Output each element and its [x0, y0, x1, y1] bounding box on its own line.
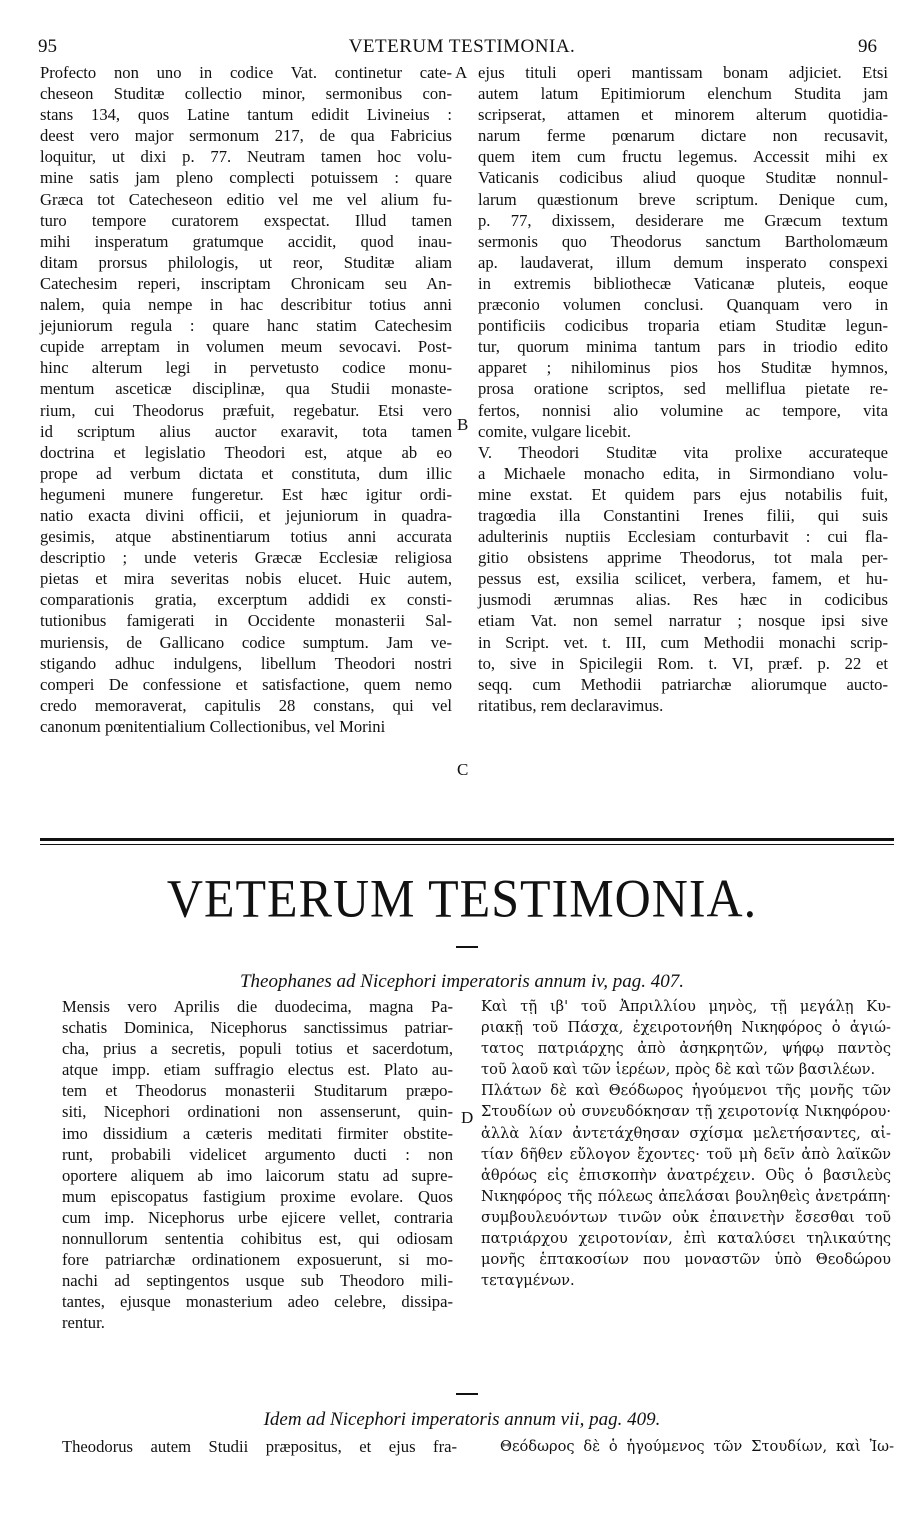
text-line: tur, quorum minima tantum pars in triodio edito — [478, 337, 888, 357]
text-line: Θεόδωρος δὲ ὁ ἡγούμενος τῶν Στουδίων, καὶ Ἰω- — [500, 1438, 894, 1455]
text-line: atque impp. etiam suffragio electus est. Plato au- — [62, 1060, 453, 1080]
section2-dash — [456, 1393, 478, 1395]
text-line: tantes, ejusque monasterium adeo celebre, dissipa- — [62, 1292, 453, 1312]
text-line: imo dissidium a cæteris meditati firmiter obstite- — [62, 1123, 453, 1143]
column-marker-b: B — [457, 415, 469, 434]
text-line: comperi De confessione et satisfactione, quem nemo — [40, 674, 452, 694]
text-line: schatis Dominica, Nicephorus sanctissimus patriar- — [62, 1018, 453, 1038]
text-line: adulterinis nuptiis Ecclesiam conturbavit : cui fla- — [478, 527, 888, 547]
text-line: turo tempore curatorem exspectat. Illud tamen — [40, 210, 452, 230]
text-line: natio exacta divini officii, et jejuniorum in quadra- — [40, 505, 452, 525]
text-line: jusmodi ærumnas alias. Res hæc in codicibus — [478, 590, 888, 610]
text-line: συμβουλευόντων τινῶν οὐκ ἐπαινετὴν ἔσεσθαι τοῦ — [481, 1208, 891, 1226]
text-line: τοῦ λαοῦ καὶ τῶν ἱερέων, πρὸς δὲ καὶ τῶν βασιλέων. — [481, 1061, 876, 1079]
text-line: μονῆς ἑπτακοσίων που μοναστῶν ὑπὸ Θεοδώρου — [481, 1251, 891, 1269]
text-line: siti, Nicephori ordinationi non assenserunt, quin- — [62, 1102, 453, 1122]
text-line: mum episcopatus fastigium proxime evolare. Quos — [62, 1186, 453, 1206]
text-line: Mensis vero Aprilis die duodecima, magna Pa- — [62, 997, 453, 1016]
text-line: jejuniorum regula : quare hanc statim Catechesim — [40, 316, 452, 336]
text-line: τεταγμένων. — [481, 1272, 575, 1290]
section1-greek-column — [481, 996, 891, 1291]
text-line: hinc alterum legi in pervetusto codice monu- — [40, 358, 452, 378]
text-line: descriptio ; unde veteris Græcæ Ecclesiæ religiosa — [40, 548, 452, 568]
text-line: præconio volumen conclusi. Quanquam vero in — [478, 295, 888, 315]
text-line: deest vero major sermonum 217, de qua Fabricius — [40, 126, 452, 146]
text-line: in Script. vet. t. III, cum Methodii monachi scrip- — [478, 632, 888, 652]
text-line: apparet ; nihilominus pios hos Studitæ hymnos, — [478, 358, 888, 378]
main-title: VETERUM TESTIMONIA. — [166, 867, 758, 929]
text-line: cheseon Studitæ collectio minor, sermonibus con- — [40, 84, 452, 104]
text-line: hegumeni munere fungeretur. Est hæc igitur ordi- — [40, 484, 452, 504]
text-line: Στουδίων οὐ συνευδόκησαν τῇ χειροτονίᾳ Νικηφόρου· — [481, 1103, 891, 1121]
section-rule-thick — [40, 838, 894, 841]
top-right-column — [478, 62, 888, 716]
text-line: Καὶ τῇ ιβ' τοῦ Ἀπριλλίου μηνὸς, τῇ μεγάλῃ Κυ- — [481, 998, 891, 1015]
text-line: scripserat, attamen et minorem alterum quotidia- — [478, 105, 888, 125]
text-line: prope ad verbum dictata et constituta, dum illic — [40, 463, 452, 483]
text-line: stans 134, quos Latine tantum edidit Livineius : — [40, 105, 452, 125]
text-line: narum ferme pœnarum dictare non recusavit, — [478, 126, 888, 146]
text-line: cha, prius a secretis, populi totius et sacerdotum, — [62, 1039, 453, 1059]
text-line: ditam prorsus philologis, ut reor, Studitæ aliam — [40, 252, 452, 272]
text-line: pontificiis codicibus troparia etiam Studitæ legun- — [478, 316, 888, 336]
text-line: Græca tot Catecheseon editio vel me vel alium fu- — [40, 189, 452, 209]
text-line: sermonis quo Theodorus sanctum Bartholomæum — [478, 231, 888, 251]
text-line: quem item cum fructu legemus. Accessit mihi ex — [478, 147, 888, 167]
text-line: tem et Theodorus monasterii Studitarum præpo- — [62, 1081, 453, 1101]
text-line: etiam Vat. non semel narratur ; nosque ipsi sive — [478, 611, 888, 631]
text-line: cupide arreptam in volumen meum sevocavi. Post- — [40, 337, 452, 357]
text-line: rentur. — [62, 1313, 105, 1333]
section-rule-thin — [40, 844, 894, 845]
text-line: pessus est, exsilia scilicet, verbera, famem, et hu- — [478, 569, 888, 589]
text-line: larum quæstionum breve scriptum. Denique cum, — [478, 189, 888, 209]
text-line: a Michaele monacho edita, in Sirmondiano volu- — [478, 463, 888, 483]
text-line: rium, cui Theodorus præfuit, regebatur. Etsi vero — [40, 400, 452, 420]
text-line: credo memoraverat, capitulis 28 constans, qui vel — [40, 695, 452, 715]
section1-heading: Theophanes ad Nicephori imperatoris annum iv, pag. 407. — [239, 971, 684, 992]
text-line: ἀθρόως εἰς ἐπισκοπὴν ἀνατρέχειν. Οὓς ὁ βασιλεὺς — [481, 1166, 891, 1184]
text-line: τίαν δῆθεν εὔλογον ἔχοντες· τοῦ μὴ δεῖν ἀπὸ λαϊκῶν — [481, 1145, 891, 1163]
text-line: prosa oratione scriptos, sed melliflua pietate re- — [478, 379, 888, 399]
text-line: ap. laudaverat, illum demum insperato conspexi — [478, 252, 888, 272]
section2-heading: Idem ad Nicephori imperatoris annum vii, pag. 409. — [263, 1409, 661, 1430]
text-line: fore patriarchæ ordinationem exposuerunt, si mo- — [62, 1250, 453, 1270]
text-line: seqq. cum Methodii patriarchæ aliorumque aucto- — [478, 674, 888, 694]
text-line: mine exstat. Et quidem pars ejus notabilis fuit, — [478, 484, 888, 504]
column-marker-c: C — [457, 760, 469, 779]
text-line: p. 77, dixissem, desiderare me Græcum textum — [478, 210, 888, 230]
text-line: in extremis bibliothecæ Vaticanæ pluteis, eoque — [478, 273, 888, 293]
text-line: muriensis, de Gallicano codice sumptum. Jam ve- — [40, 632, 452, 652]
page-number-left: 95 — [38, 36, 57, 57]
text-line: ejus tituli operi mantissam bonam adjiciet. Etsi — [478, 63, 888, 82]
text-line: tragœdia illa Constantini Irenes filii, qui suis — [478, 505, 888, 525]
text-line: id scriptum alius auctor exaravit, tota tamen — [40, 421, 452, 441]
text-line: mine satis jam pleno complecti potuissem : quare — [40, 168, 452, 188]
text-line: nachi ad septingentos usque sub Theodoro mili- — [62, 1271, 453, 1291]
text-line: ριακῇ τοῦ Πάσχα, ἐχειροτονήθη Νικηφόρος ὁ ἁγιώ- — [481, 1019, 891, 1037]
text-line: ritatibus, rem declaravimus. — [478, 695, 664, 715]
text-line: πατριάρχου χειροτονίαν, ἐπὶ καταλύσει τηλικαύτης — [481, 1230, 891, 1248]
section2-latin-line — [62, 1436, 457, 1457]
text-line: loquitur, ut dixi p. 77. Neutram tamen hoc volu- — [40, 147, 452, 167]
text-line: pietas et mira severitas nobis elucet. Huic autem, — [40, 569, 452, 589]
text-line: autem latum Epitimiorum elenchum Studita jam — [478, 84, 888, 104]
text-line: oportere aliquem ab imo laicorum statu ad supre- — [62, 1165, 453, 1185]
text-line: stigando adhuc indulgens, libellum Theodori nostri — [40, 653, 452, 673]
text-line: runt, probabili videlicet argumento ducti : non — [62, 1144, 453, 1164]
title-dash — [456, 946, 478, 948]
running-title: VETERUM TESTIMONIA. — [348, 36, 576, 57]
top-left-column — [40, 62, 452, 737]
section1-latin-column — [62, 996, 453, 1334]
text-line: Theodorus autem Studii præpositus, et ejus fra- — [62, 1437, 457, 1456]
text-line: nalem, quia nempe in hac describitur totius anni — [40, 295, 452, 315]
column-marker-d: D — [461, 1108, 474, 1127]
text-line: Vaticanis codicibus aliud quoque Studitæ nonnul- — [478, 168, 888, 188]
text-line: V. Theodori Studitæ vita prolixe accurateque — [478, 442, 888, 462]
text-line: comparationis gratia, excerptum addidi ex consti- — [40, 590, 452, 610]
text-line: nonnullorum sententia cohibitus est, qui odiosam — [62, 1229, 453, 1249]
section2-greek-line — [500, 1436, 894, 1457]
text-line: tutionibus famigerati in Occidente monasterii Sal- — [40, 611, 452, 631]
text-line: Πλάτων δὲ καὶ Θεόδωρος ἡγούμενοι τῆς μονῆς τῶν — [481, 1082, 891, 1100]
column-marker-a: A — [455, 63, 468, 82]
text-line: cum imp. Nicephorus urbe ejicere vellet, contraria — [62, 1207, 453, 1227]
text-line: ἀλλὰ λίαν ἀντετάχθησαν σχίσμα μελετήσαντες, αἰ- — [481, 1124, 891, 1142]
text-line: Catechesim reperi, inscriptam Chronicam seu An- — [40, 273, 452, 293]
text-line: doctrina et legislatio Theodori est, atque ab eo — [40, 442, 452, 462]
text-line: gitio obsistens apprime Theodorus, tot mala per- — [478, 548, 888, 568]
text-line: τατος πατριάρχης ἀπὸ ἀσηκρητῶν, ψήφῳ παντὸς — [481, 1040, 891, 1058]
text-line: mihi insperatum gratumque accidit, quod inau- — [40, 231, 452, 251]
text-line: fertos, nonnisi alio volumine ac tempore, vita — [478, 400, 888, 420]
text-line: comite, vulgare licebit. — [478, 421, 631, 441]
page-number-right: 96 — [858, 36, 877, 57]
text-line: mentum asceticæ disciplinæ, qua Studii monaste- — [40, 379, 452, 399]
text-line: Profecto non uno in codice Vat. continetur cate- — [40, 63, 452, 82]
text-line: Νικηφόρος τῆς πόλεως ἀπελάσαι βουληθεὶς ἀνετράπη· — [481, 1187, 891, 1205]
text-line: gesimis, atque abstinentiarum totius anni accurata — [40, 527, 452, 547]
text-line: to, sive in Spicilegii Rom. t. VI, præf. p. 22 et — [478, 653, 888, 673]
text-line: canonum pœnitentialium Collectionibus, vel Morini — [40, 716, 386, 736]
